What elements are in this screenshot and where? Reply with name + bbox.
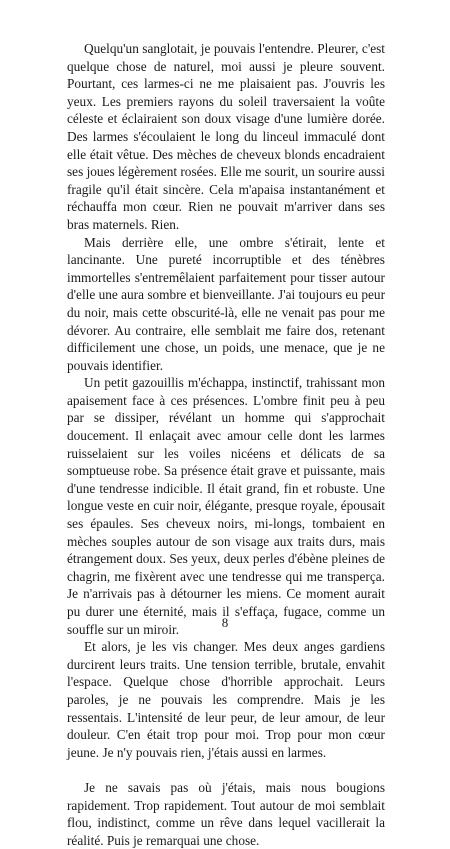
paragraph: Quelqu'un sanglotait, je pouvais l'entendre. Pleurer, c'est quelque chose de naturel, moi aussi je pleure souvent. Pourtant, ces larmes-ci ne me plaisaient pas. J'ouvris les yeux. Les premiers rayons du soleil traversaient la voûte céleste et éclairaient son doux visage d'une lumière dorée. Des larmes s'écoulaient le long du linceul immaculé dont elle était vêtue. Des mèches de cheveux blonds encadraient ses joues légèrement rosées. Elle me sourit, un sourire aussi fragile qu'il était sincère. Cela m'apaisa instantanément et réchauffa mon cœur. Rien ne pouvait m'arriver dans ses bras maternels. Rien.: [67, 41, 385, 232]
paragraph: Mais derrière elle, une ombre s'étirait, lente et lancinante. Une pureté incorruptible et des ténèbres immortelles s'entremêlaient parfaitement pour tisser autour d'elle une aura sombre et bienveillante. J'ai toujours eu peur du noir, mais cette obscurité-là, elle ne venait pas pour me dévorer. Au contraire, elle semblait me faire dos, retenant difficilement une chose, un poids, une menace, que je ne pouvais identifier.: [67, 234, 385, 373]
page-number: 8: [221, 615, 229, 630]
paragraph: Un petit gazouillis m'échappa, instinctif, trahissant mon apaisement face à ces présences. L'ombre finit peu à peu par se dissiper, révélant un homme qui s'approchait doucement. Il enlaçait avec amour celle dont les larmes ruisselaient sur les voiles nicéens et délicats de sa somptueuse robe. Sa présence était grave et puissante, mais d'une tendresse indicible. Il était grand, fin et robuste. Une longue veste en cuir noir, élégante, presque royale, épousait ses épaules. Ses cheveux noirs, mi-longs, tombaient en mèches souples autour de son visage aux traits durs, mais étrangement doux. Ses yeux, deux perles d'ébène pleines de chagrin, me fixèrent avec une tendresse qui me transperça. Je n'arrivais pas à détourner les miens. Ce moment aurait pu durer une éternité, mais il s'effaça, fugace, comme un souffle sur un miroir.: [67, 375, 385, 637]
paragraph: Je ne savais pas où j'étais, mais nous bougions rapidement. Trop rapidement. Tout autour de moi semblait flou, indistinct, comme un rêve dans lequel vacillerait la réalité. Puis je remarquai une chose.: [67, 779, 385, 848]
paragraph: Et alors, je les vis changer. Mes deux anges gardiens durcirent leurs traits. Une tension terrible, brutale, envahit l'espace. Quelque chose d'horrible approchait. Leurs paroles, je ne pouvais les comprendre. Mais je les ressentais. L'intensité de leur peur, de leur amour, de leur douleur. C'en était trop pour moi. Trop pour mon cœur jeune. Je n'y pouvais rien, j'étais aussi en larmes.: [67, 639, 385, 760]
body-text: [67, 40, 385, 849]
